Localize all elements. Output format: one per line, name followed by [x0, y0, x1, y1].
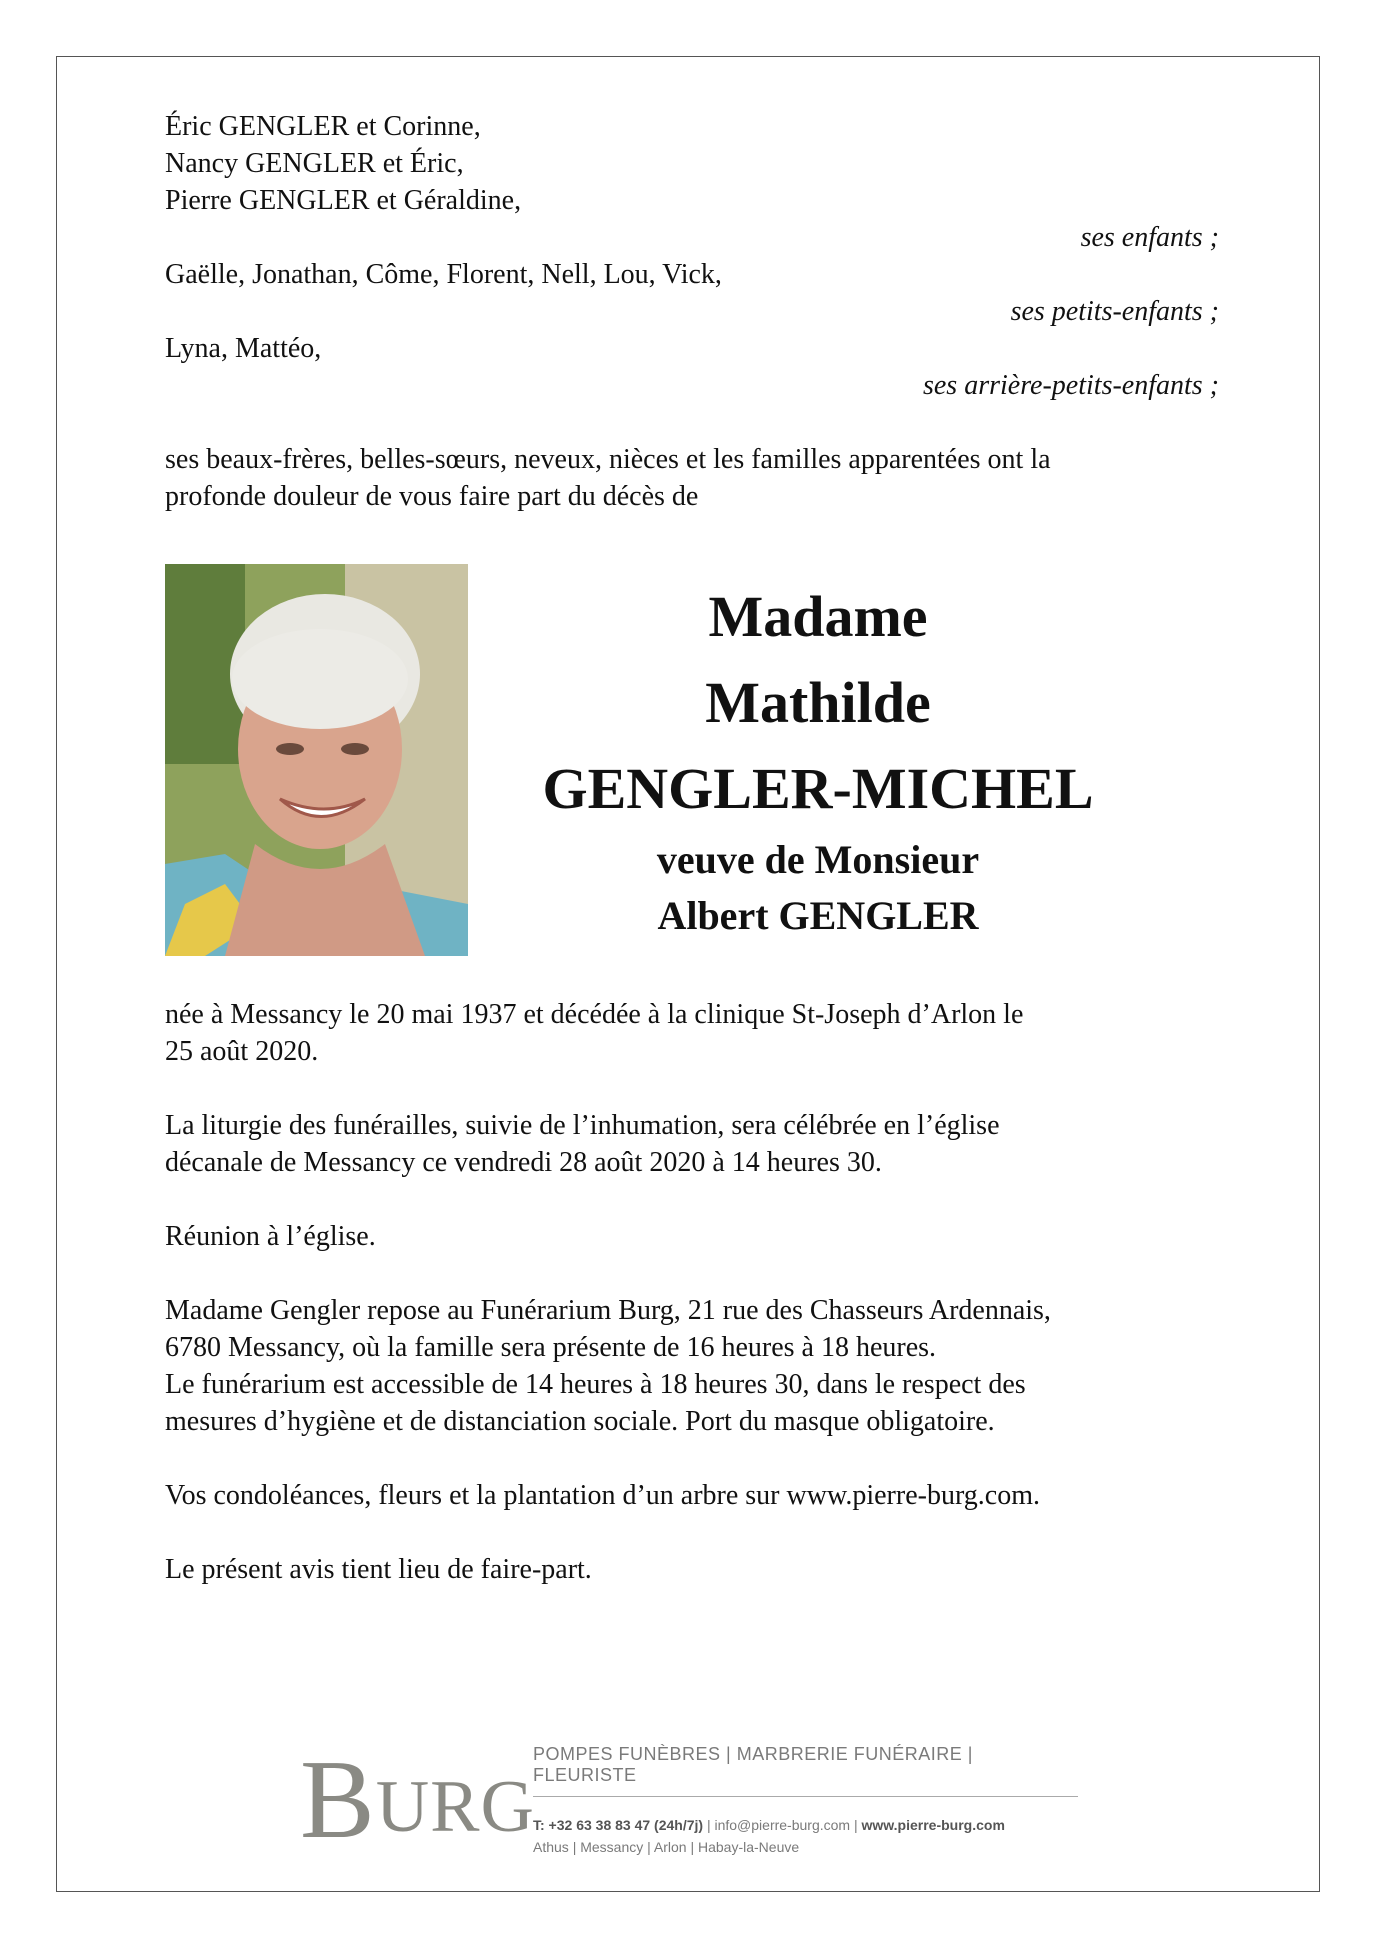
portrait-illustration [165, 564, 468, 956]
birth-line: 25 août 2020. [165, 1036, 319, 1067]
separator: | [706, 1817, 715, 1833]
meeting-paragraph [165, 1218, 1219, 1255]
notice-paragraph [165, 1551, 1219, 1588]
portrait-photo-icon [165, 564, 468, 956]
rest-line: mesures d’hygiène et de distanciation sociale. Port du masque obligatoire. [165, 1406, 995, 1437]
great-grandchildren-label: ses arrière-petits-enfants ; [922, 370, 1219, 401]
announcement [165, 441, 1219, 515]
birth-death-paragraph [165, 996, 1219, 1070]
details-section [165, 996, 1219, 1588]
announcement-line: profonde douleur de vous faire part du décès de [165, 481, 699, 512]
child-line: Nancy GENGLER et Éric, [165, 148, 464, 179]
phone: T: +32 63 38 83 47 [533, 1817, 651, 1833]
children-label: ses enfants ; [1080, 222, 1219, 253]
email: info@pierre-burg.com [714, 1817, 851, 1833]
widow-line: veuve de Monsieur [656, 837, 980, 882]
deceased-name [468, 574, 1168, 944]
footer-info [533, 1744, 1078, 1855]
rest-line: 6780 Messancy, où la famille sera présente de 16 heures à 18 heures. [165, 1332, 937, 1363]
grandchildren-line: Gaëlle, Jonathan, Côme, Florent, Nell, Lou, Vick, [165, 259, 722, 290]
separator: | [853, 1817, 862, 1833]
website: www.pierre-burg.com [861, 1817, 1005, 1833]
child-line: Éric GENGLER et Corinne, [165, 111, 481, 142]
notice-line: Le présent avis tient lieu de faire-part. [165, 1554, 592, 1585]
deceased-block [165, 564, 1219, 956]
deceased-title: Madame [708, 584, 928, 649]
meeting-line: Réunion à l’église. [165, 1221, 376, 1252]
liturgy-line: décanale de Messancy ce vendredi 28 août 2020 à 14 heures 30. [165, 1147, 882, 1178]
rest-line: Le funérarium est accessible de 14 heures à 18 heures 30, dans le respect des [165, 1369, 1026, 1400]
burg-logo [300, 1736, 535, 1865]
services-line: POMPES FUNÈBRES | MARBRERIE FUNÉRAIRE | FLEURISTE [533, 1744, 1078, 1797]
logo-rest: URG [375, 1766, 535, 1848]
towns-line: Athus | Messancy | Arlon | Habay-la-Neuve [533, 1839, 800, 1855]
child-line: Pierre GENGLER et Géraldine, [165, 185, 522, 216]
rest-paragraph [165, 1292, 1219, 1440]
condolences-paragraph [165, 1477, 1219, 1514]
birth-line: née à Messancy le 20 mai 1937 et décédée à la clinique St-Joseph d’Arlon le [165, 999, 1024, 1030]
contacts-line [533, 1817, 1078, 1833]
deceased-first-name: Mathilde [705, 670, 931, 735]
spouse-name: Albert GENGLER [657, 893, 979, 938]
condolences-line: Vos condoléances, fleurs et la plantation d’un arbre sur www.pierre-burg.com. [165, 1480, 1040, 1511]
family-section [165, 108, 1219, 515]
logo-b: B [300, 1738, 376, 1862]
announcement-line: ses beaux-frères, belles-sœurs, neveux, nièces et les familles apparentées ont la [165, 444, 1051, 475]
phone-hours: (24h/7j) [654, 1817, 704, 1833]
rest-line: Madame Gengler repose au Funérarium Burg, 21 rue des Chasseurs Ardennais, [165, 1295, 1051, 1326]
liturgy-paragraph [165, 1107, 1219, 1181]
footer [300, 1730, 1100, 1862]
deceased-last-name: GENGLER-MICHEL [542, 756, 1094, 821]
liturgy-line: La liturgie des funérailles, suivie de l’inhumation, sera célébrée en l’église [165, 1110, 1000, 1141]
great-grandchildren-line: Lyna, Mattéo, [165, 333, 322, 364]
grandchildren-label: ses petits-enfants ; [1010, 296, 1219, 327]
